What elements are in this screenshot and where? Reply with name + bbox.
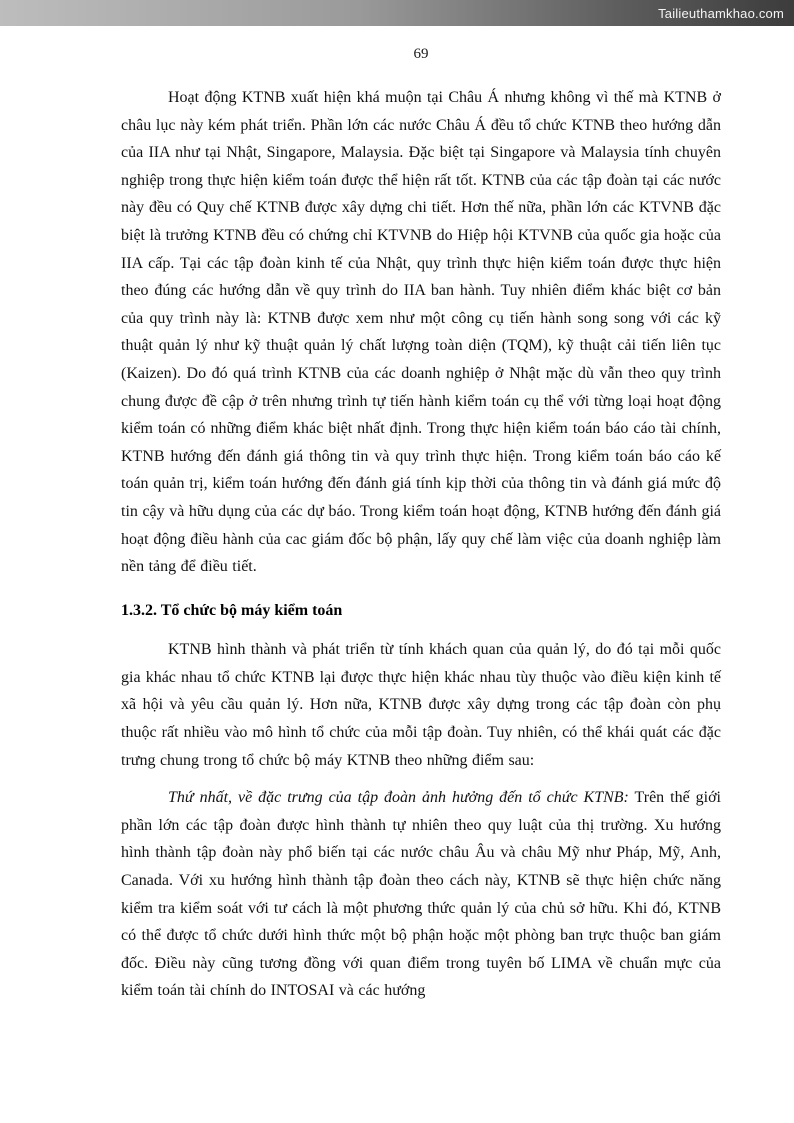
paragraph-ktnb-formation: KTNB hình thành và phát triển từ tính khách quan của quản lý, do đó tại mỗi quốc gia khác nhau tổ chức KTNB lại được thực hiện khác nhau tùy thuộc vào điều kiện kinh tế xã hội và yêu cầu quản lý. Hơn nữa, KTNB được xây dựng trong các tập đoàn còn phụ thuộc rất nhiều vào mô hình tổ chức của mỗi tập đoàn. Tuy nhiên, có thể khái quát các đặc trưng chung trong tổ chức bộ máy KTNB theo những điểm sau: (121, 641, 721, 769)
paragraph-group-characteristics (121, 784, 721, 1005)
paragraph-body-text: Trên thế giới phần lớn các tập đoàn được hình thành tự nhiên theo quy luật của thị trường. Xu hướng hình thành tập đoàn này phổ biến tại các nước châu Âu và châu Mỹ như Pháp, Mỹ, Anh, Canada. Với xu hướng hình thành tập đoàn theo cách này, KTNB sẽ thực hiện chức năng kiểm tra kiểm soát với tư cách là một phương thức quản lý của chủ sở hữu. Khi đó, KTNB có thể được tổ chức dưới hình thức một bộ phận hoặc một phòng ban trực thuộc ban giám đốc. Điều này cũng tương đồng với quan điểm trong tuyên bố LIMA về chuẩn mực của kiểm toán tài chính do INTOSAI và các hướng (121, 789, 722, 1000)
paragraph-audit-asia: Hoạt động KTNB xuất hiện khá muộn tại Châu Á nhưng không vì thế mà KTNB ở châu lục này kém phát triển. Phần lớn các nước Châu Á đều tổ chức KTNB theo hướng dẫn của IIA như tại Nhật, Singapore, Malaysia. Đặc biệt tại Singapore và Malaysia tính chuyên nghiệp trong thực hiện kiểm toán được thể hiện rất tốt. KTNB của các tập đoàn tại các nước này đều có Quy chế KTNB được xây dựng chi tiết. Hơn thế nữa, phần lớn các KTVNB đặc biệt là trưởng KTNB đều có chứng chỉ KTVNB do Hiệp hội KTVNB của quốc gia hoặc của IIA cấp. Tại các tập đoàn kinh tế của Nhật, quy trình thực hiện kiểm toán được thực hiện theo đúng các hướng dẫn về quy trình do IIA ban hành. Tuy nhiên điểm khác biệt cơ bản của quy trình này là: KTNB được xem như một công cụ tiến hành song song với các kỹ thuật quản lý như kỹ thuật quản lý chất lượng toàn diện (TQM), kỹ thuật cải tiến liên tục (Kaizen). Do đó quá trình KTNB của các doanh nghiệp ở Nhật mặc dù vẫn theo quy trình chung được đề cập ở trên nhưng trình tự tiến hành kiểm toán cụ thể với từng loại hoạt động kiểm toán có những điểm khác biệt nhất định. Trong thực hiện kiểm toán báo cáo tài chính, KTNB hướng đến đánh giá thông tin và quy trình thực hiện. Trong kiểm toán báo cáo kế toán quản trị, kiểm toán hướng đến đánh giá tính kịp thời của thông tin và đánh giá mức độ tin cậy và hữu dụng của các dự báo. Trong kiểm toán hoạt động, KTNB hướng đến đánh giá hoạt động điều hành của cac giám đốc bộ phận, lấy quy chế làm việc của doanh nghiệp làm nền tảng để điều tiết. (121, 89, 721, 576)
section-heading-1-3-2: 1.3.2. Tổ chức bộ máy kiểm toán (121, 601, 343, 619)
paragraph-lead-italic: Thứ nhất, về đặc trưng của tập đoàn ảnh hưởng đến tổ chức KTNB: (168, 789, 629, 807)
page-number: 69 (413, 46, 429, 62)
watermark-text: Tailieuthamkhao.com (658, 5, 784, 21)
watermark-bar (0, 0, 794, 26)
page-content (121, 44, 721, 1005)
